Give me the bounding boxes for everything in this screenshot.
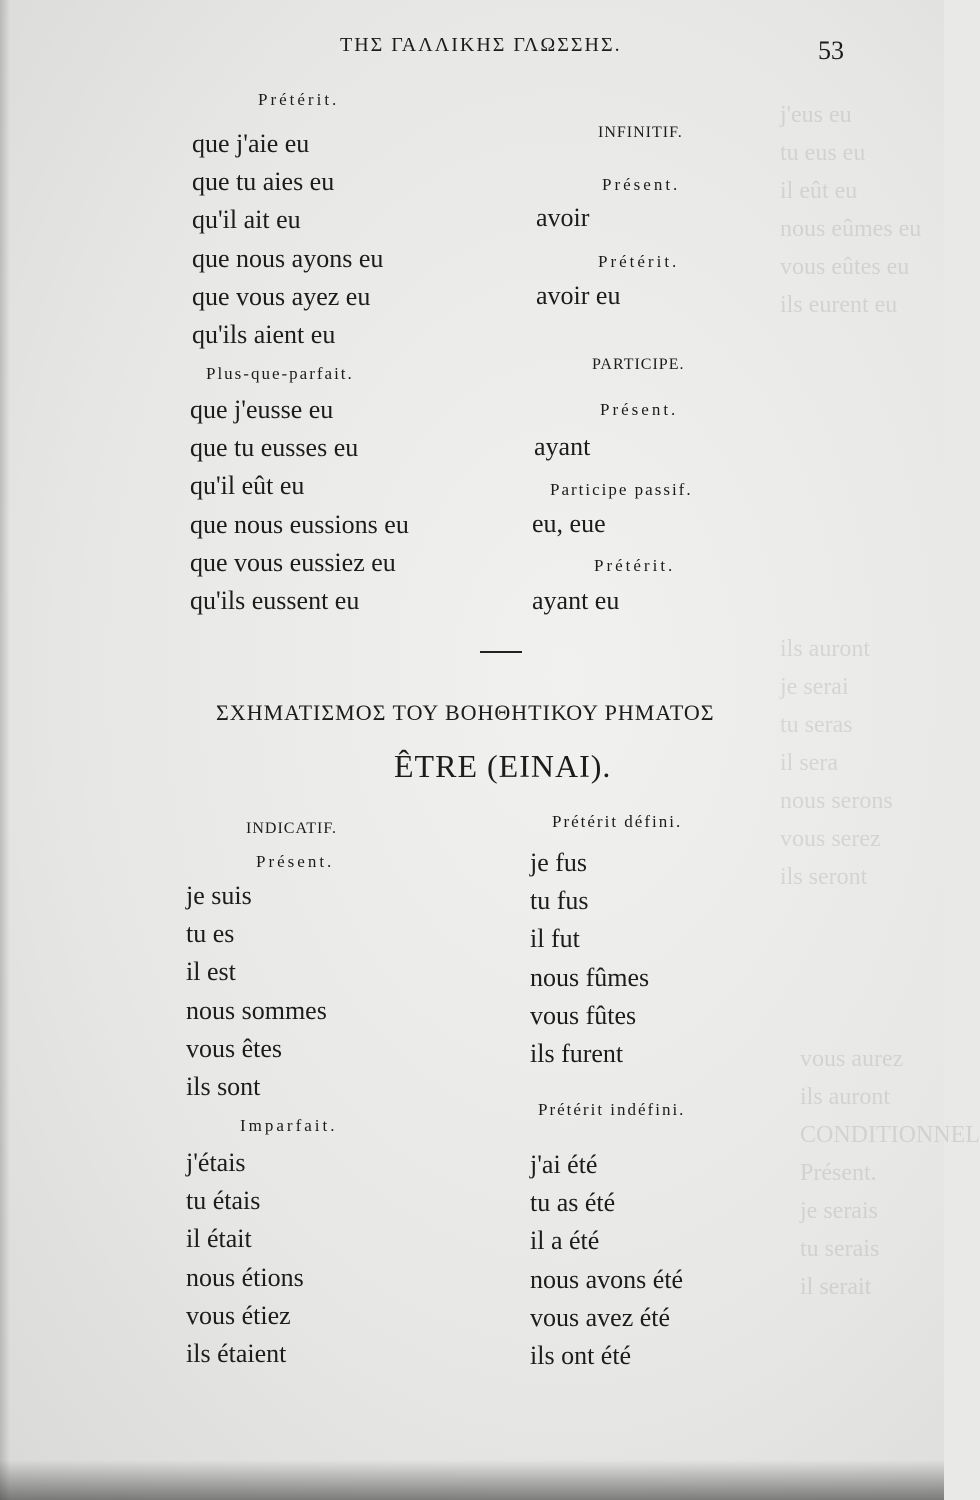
conjugation-list-preterit-defini bbox=[530, 844, 649, 1073]
heading-plusqueparfait: Plus-que-parfait. bbox=[206, 364, 354, 383]
list-item: que nous ayons eu bbox=[192, 243, 384, 273]
section-title: ΣΧΗΜΑΤΙΣΜΟΣ ΤΟΥ ΒΟΗΘΗΤΙΚΟΥ ΡΗΜΑΤΟΣ bbox=[216, 700, 715, 725]
list-item: que nous eussions eu bbox=[190, 509, 409, 539]
list-item: il fut bbox=[530, 924, 580, 954]
list-item: que tu eusses eu bbox=[190, 433, 359, 463]
list-item: vous étiez bbox=[186, 1300, 291, 1330]
conjugation-list-imparfait bbox=[186, 1144, 304, 1373]
heading-present: Présent. bbox=[600, 400, 679, 419]
list-item: que tu aies eu bbox=[192, 167, 335, 197]
form-ayant: ayant bbox=[534, 432, 591, 461]
running-header: ΤΗΣ ΓΑΛΛΙΚΗΣ ΓΛΩΣΣΗΣ. bbox=[340, 34, 622, 56]
list-item: tu fus bbox=[530, 886, 589, 916]
page-edge-shadow bbox=[0, 0, 10, 1500]
list-item: que vous ayez eu bbox=[192, 281, 371, 311]
list-item: qu'ils aient eu bbox=[192, 319, 336, 349]
list-item: qu'il ait eu bbox=[192, 205, 301, 235]
show-through: j'eus eu tu eus eu il eût eu nous eûmes eu vous eûtes eu ils eurent eu bbox=[780, 102, 922, 318]
conjugation-list-plusqueparfait bbox=[190, 391, 409, 620]
list-item: vous êtes bbox=[186, 1033, 283, 1063]
heading-preterit-defini: Prétérit défini. bbox=[552, 812, 683, 831]
heading-indicatif: INDICATIF. bbox=[246, 820, 337, 837]
heading-infinitif: INFINITIF. bbox=[598, 124, 683, 141]
section-divider bbox=[480, 651, 522, 653]
list-item: ils étaient bbox=[186, 1338, 287, 1368]
heading-present: Présent. bbox=[602, 175, 681, 194]
list-item: il était bbox=[186, 1224, 252, 1254]
list-item: nous sommes bbox=[186, 995, 327, 1025]
conjugation-list-present bbox=[186, 877, 327, 1106]
heading-present: Présent. bbox=[256, 852, 335, 871]
form-avoir: avoir bbox=[536, 203, 590, 232]
form-avoir-eu: avoir eu bbox=[536, 281, 621, 310]
heading-preterit-indefini: Prétérit indéfini. bbox=[538, 1100, 686, 1119]
heading-participe: PARTICIPE. bbox=[592, 356, 685, 373]
list-item: je suis bbox=[186, 881, 252, 910]
form-eu-eue: eu, eue bbox=[532, 509, 606, 538]
list-item: ils furent bbox=[530, 1038, 624, 1068]
list-item: ils ont été bbox=[530, 1340, 632, 1370]
heading-participe-passif: Participe passif. bbox=[550, 480, 693, 499]
conjugation-list-preterit-indefini bbox=[530, 1146, 683, 1375]
list-item: j'ai été bbox=[530, 1150, 598, 1179]
show-through: ils auront je serai tu seras il sera nous serons vous serez ils seront bbox=[780, 636, 893, 890]
list-item: il est bbox=[186, 957, 236, 987]
list-item: que vous eussiez eu bbox=[190, 547, 396, 577]
list-item: vous fûtes bbox=[530, 1000, 637, 1030]
list-item: j'étais bbox=[186, 1148, 246, 1177]
list-item: que j'aie eu bbox=[192, 129, 310, 158]
section-subtitle: ÊTRE (ΕΙΝΑΙ). bbox=[394, 748, 612, 784]
heading-imparfait: Imparfait. bbox=[240, 1116, 338, 1135]
list-item: je fus bbox=[530, 848, 588, 877]
conjugation-list-preterit bbox=[192, 125, 383, 354]
list-item: nous avons été bbox=[530, 1264, 684, 1294]
list-item: tu as été bbox=[530, 1188, 616, 1218]
list-item: vous avez été bbox=[530, 1302, 671, 1332]
heading-preterit: Prétérit. bbox=[594, 556, 676, 575]
list-item: ils sont bbox=[186, 1071, 261, 1101]
list-item: qu'ils eussent eu bbox=[190, 585, 360, 615]
list-item: qu'il eût eu bbox=[190, 471, 305, 501]
binding-shadow bbox=[0, 1460, 944, 1500]
list-item: tu étais bbox=[186, 1186, 261, 1216]
heading-preterit: Prétérit. bbox=[258, 90, 340, 109]
list-item: tu es bbox=[186, 919, 235, 949]
show-through: vous aurez ils auront CONDITIONNEL Présent. je serais tu serais il serait bbox=[800, 1046, 980, 1300]
form-ayant-eu: ayant eu bbox=[532, 586, 620, 615]
list-item: nous fûmes bbox=[530, 962, 650, 992]
page-number: 53 bbox=[818, 36, 844, 65]
heading-preterit: Prétérit. bbox=[598, 252, 680, 271]
list-item: que j'eusse eu bbox=[190, 395, 334, 424]
list-item: il a été bbox=[530, 1226, 600, 1256]
list-item: nous étions bbox=[186, 1262, 304, 1292]
